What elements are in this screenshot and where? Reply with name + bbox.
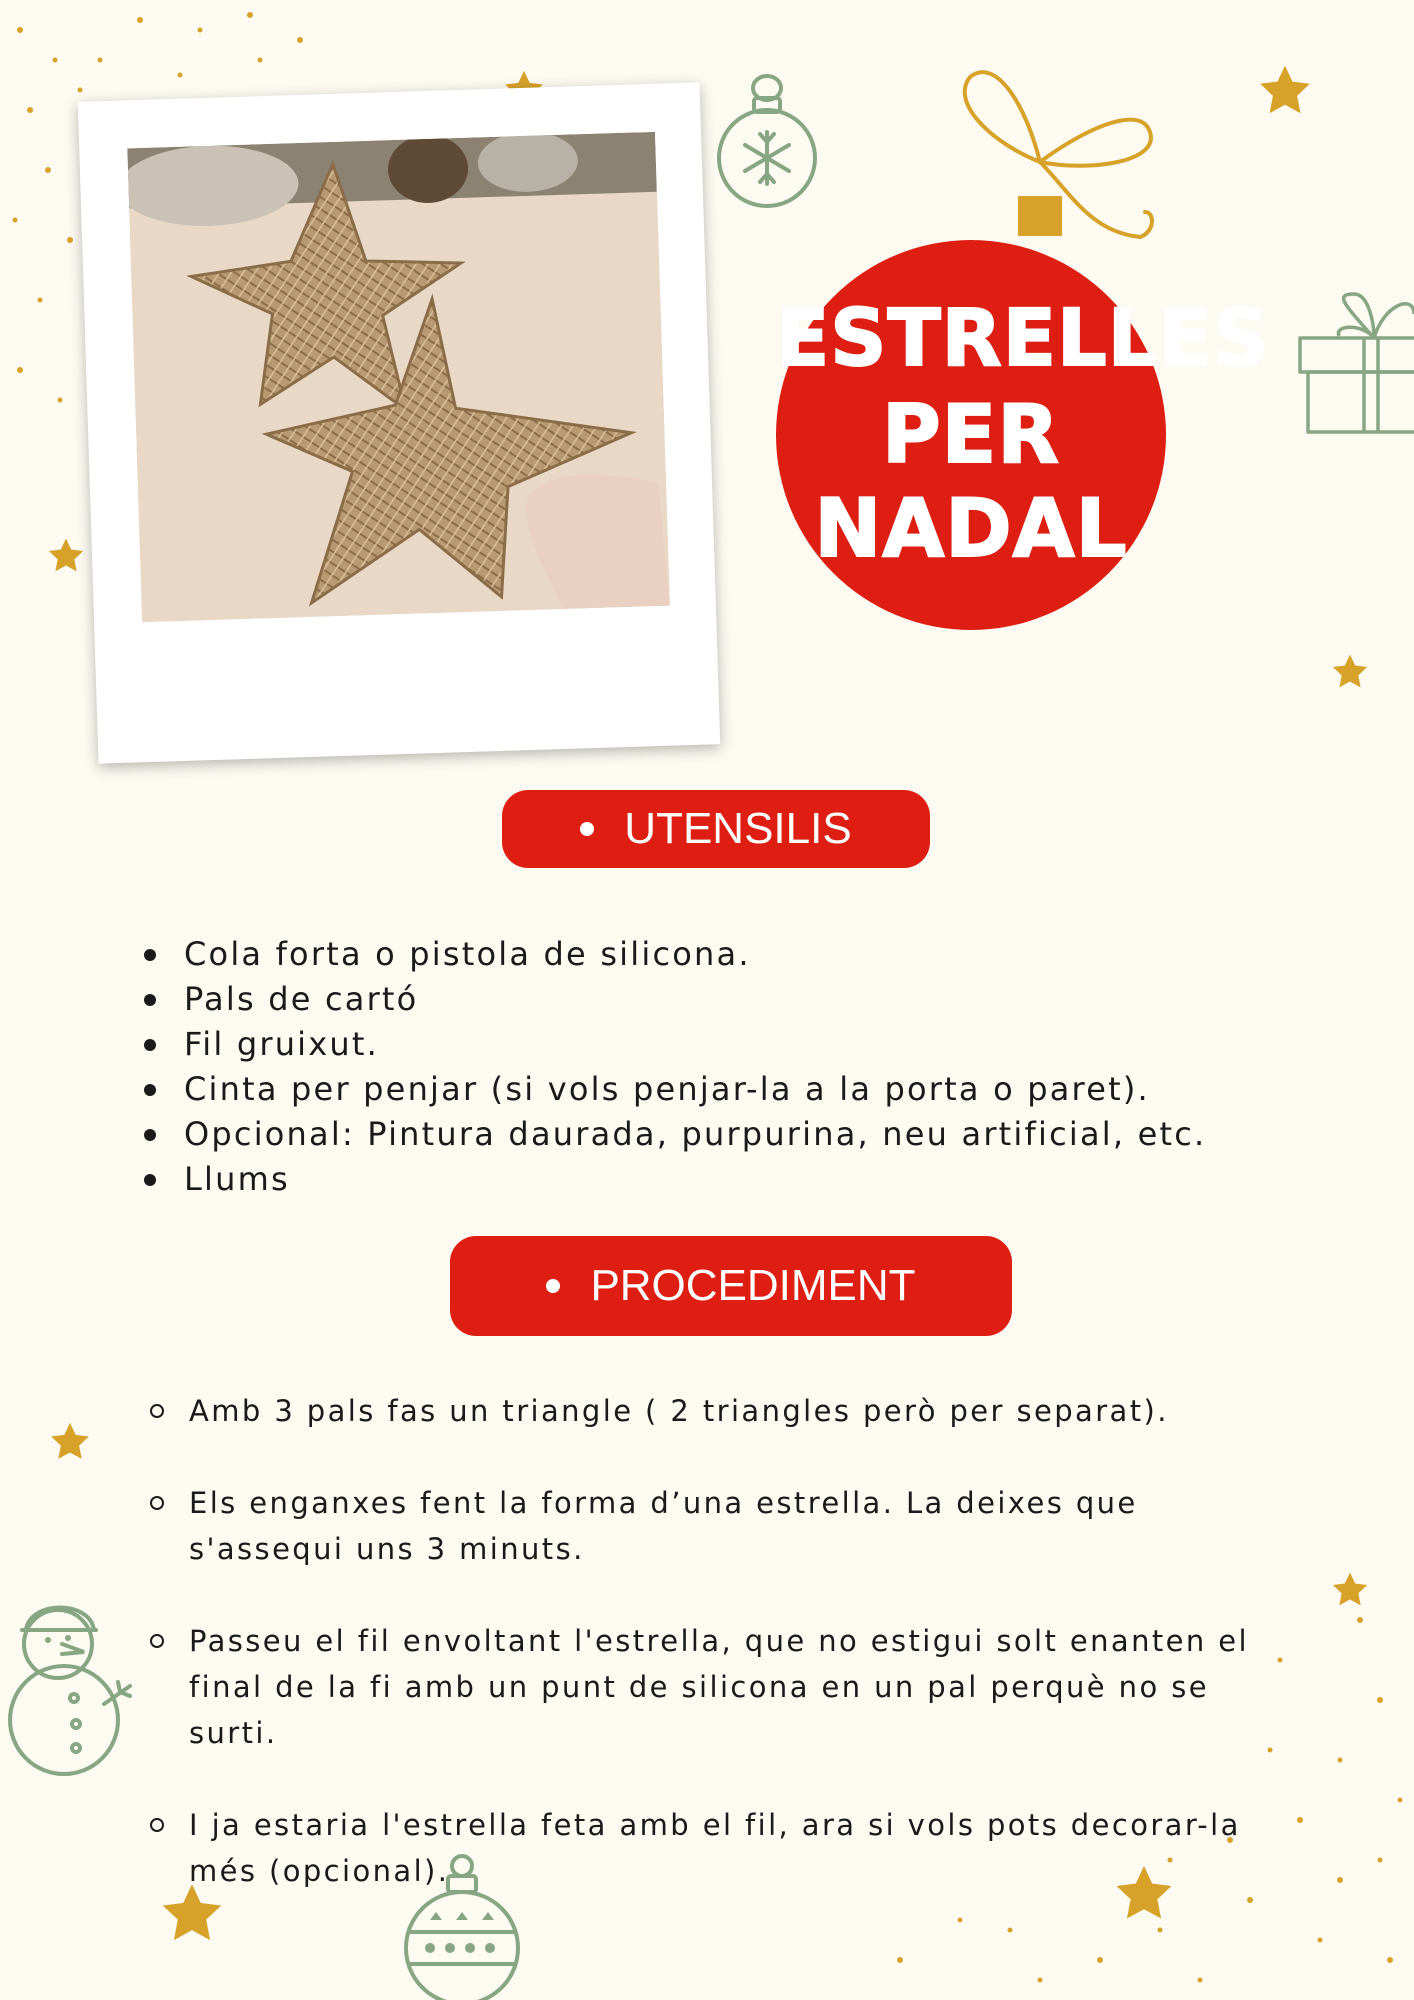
utensils-list bbox=[144, 932, 1294, 1202]
procedure-steps bbox=[150, 1388, 1300, 1940]
list-item: Llums bbox=[144, 1157, 1294, 1202]
step-item: Amb 3 pals fas un triangle ( 2 triangles però per separat). bbox=[150, 1388, 1300, 1434]
photo-illustration bbox=[127, 132, 670, 622]
pill-bullet bbox=[580, 822, 594, 836]
bauble-icon bbox=[400, 1852, 524, 2000]
step-item: I ja estaria l'estrella feta amb el fil, ara si vols pots decorar-la més (opcional). bbox=[150, 1802, 1300, 1894]
star-icon bbox=[1330, 652, 1370, 692]
list-item: Pals de cartó bbox=[144, 977, 1294, 1022]
step-item: Els enganxes fent la forma d’una estrella. La deixes que s'assequi uns 3 minuts. bbox=[150, 1480, 1300, 1572]
pill-bullet bbox=[546, 1279, 560, 1293]
star-craft-photo bbox=[127, 132, 670, 622]
star-icon bbox=[1330, 1570, 1370, 1610]
list-item: Opcional: Pintura daurada, purpurina, neu artificial, etc. bbox=[144, 1112, 1294, 1157]
utensils-heading: UTENSILIS bbox=[624, 804, 852, 853]
bow-icon bbox=[940, 62, 1180, 262]
section-heading-utensils bbox=[502, 790, 930, 868]
polaroid-frame bbox=[78, 82, 720, 763]
list-item: Cola forta o pistola de silicona. bbox=[144, 932, 1294, 977]
list-item: Cinta per penjar (si vols penjar-la a la porta o paret). bbox=[144, 1067, 1294, 1112]
list-item: Fil gruixut. bbox=[144, 1022, 1294, 1067]
title-bauble bbox=[776, 240, 1270, 630]
star-icon bbox=[48, 1420, 92, 1464]
title-line-3: NADAL bbox=[814, 482, 1128, 575]
snowman-icon bbox=[0, 1600, 136, 1780]
procedure-heading: PROCEDIMENT bbox=[590, 1261, 916, 1310]
title-line-1: ESTRELLES bbox=[776, 294, 1270, 384]
star-icon bbox=[46, 536, 86, 576]
star-icon bbox=[1256, 62, 1314, 120]
step-item: Passeu el fil envoltant l'estrella, que no estigui solt enanten el final de la fi amb un punt de silicona en un pal perquè no se surti. bbox=[150, 1618, 1300, 1756]
title-line-2: PER bbox=[882, 388, 1060, 481]
gift-icon bbox=[1294, 284, 1414, 444]
bauble-icon bbox=[708, 70, 826, 210]
section-heading-procedure bbox=[450, 1236, 1012, 1336]
